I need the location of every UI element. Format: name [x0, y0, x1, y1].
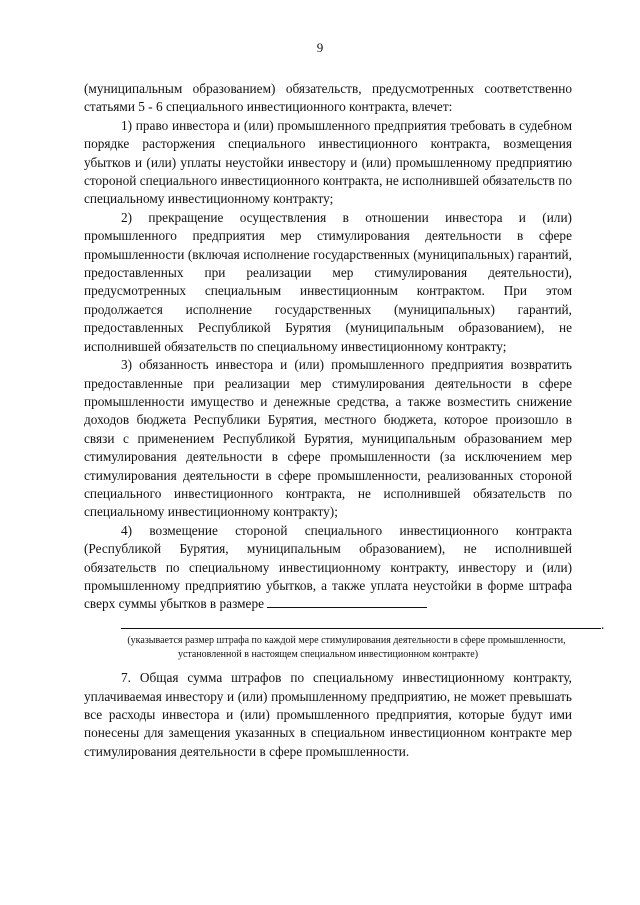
paragraph-item-4	[84, 522, 572, 614]
document-body	[84, 80, 605, 761]
blank-line-period: .	[601, 616, 605, 632]
paragraph-continuation: (муниципальным образованием) обязательств, предусмотренных соответственно статьями 5 - 6 специального инвестиционного контракта, влечет:	[84, 81, 572, 115]
paragraph-item-2: 2) прекращение осуществления в отношении инвестора и (или) промышленного предприятия мер стимулирования деятельности в сфере промышленности (включая исполнение государственных (муниципальных) гарантий, предоставленных при реализации мер стимулирования деятельности), предусмотренных специальным инвестиционным контрактом. При этом продолжается исполнение государственных (муниципальных) гарантий, предоставленных Республикой Бурятия (муниципальным образованием), не исполнившей обязательств по специальному инвестиционному контракту;	[84, 209, 572, 354]
paragraph-item-4-text: 4) возмещение стороной специального инвестиционного контракта (Республикой Бурятия, муниципальным образованием), не исполнившей обязательств по специальному инвестиционному контракту, инвестору и (или) промышленному предприятию убытков, а также уплата неустойки в форме штрафа сверх суммы убытков в размере	[84, 522, 572, 612]
footnote-instruction: (указывается размер штрафа по каждой мере стимулирования деятельности в сфере промышленности, установленной в настоящем специальном инвестиционном контракте)	[127, 635, 566, 660]
penalty-amount-blank-row	[84, 614, 605, 634]
paragraph-section-7: 7. Общая сумма штрафов по специальному инвестиционному контракту, уплачиваемая инвестору и (или) промышленному предприятию, не может превышать все расходы инвестора и (или) промышленного предприятия, которые будут ими понесены для замещения указанных в специальном инвестиционном контракте мер стимулирования деятельности в сфере промышленности.	[84, 670, 572, 759]
page-number: 9	[316, 40, 324, 55]
paragraph-item-1: 1) право инвестора и (или) промышленного предприятия требовать в судебном порядке расторжения специального инвестиционного контракта, возмещения убытков и (или) уплаты неустойки инвестору и (или) промышленному предприятию стороной специального инвестиционного контракта, не исполнившей обязательств по специальному инвестиционному контракту;	[84, 117, 572, 207]
penalty-amount-blank-line	[121, 614, 601, 629]
penalty-amount-blank	[267, 595, 427, 608]
paragraph-item-3: 3) обязанность инвестора и (или) промышленного предприятия возвратить предоставленные при реализации мер стимулирования деятельности в сфере промышленности имущество и денежные средства, а также возместить снижение доходов бюджета Республики Бурятия, местного бюджета, которое произошло в связи с применением Республикой Бурятия, муниципальным образованием мер стимулирования деятельности в сфере промышленности (за исключением мер стимулирования деятельности в сфере промышленности, реализованных стороной специального инвестиционного контракта, не исполнившей обязательств по специальному инвестиционному контракту);	[84, 357, 572, 520]
